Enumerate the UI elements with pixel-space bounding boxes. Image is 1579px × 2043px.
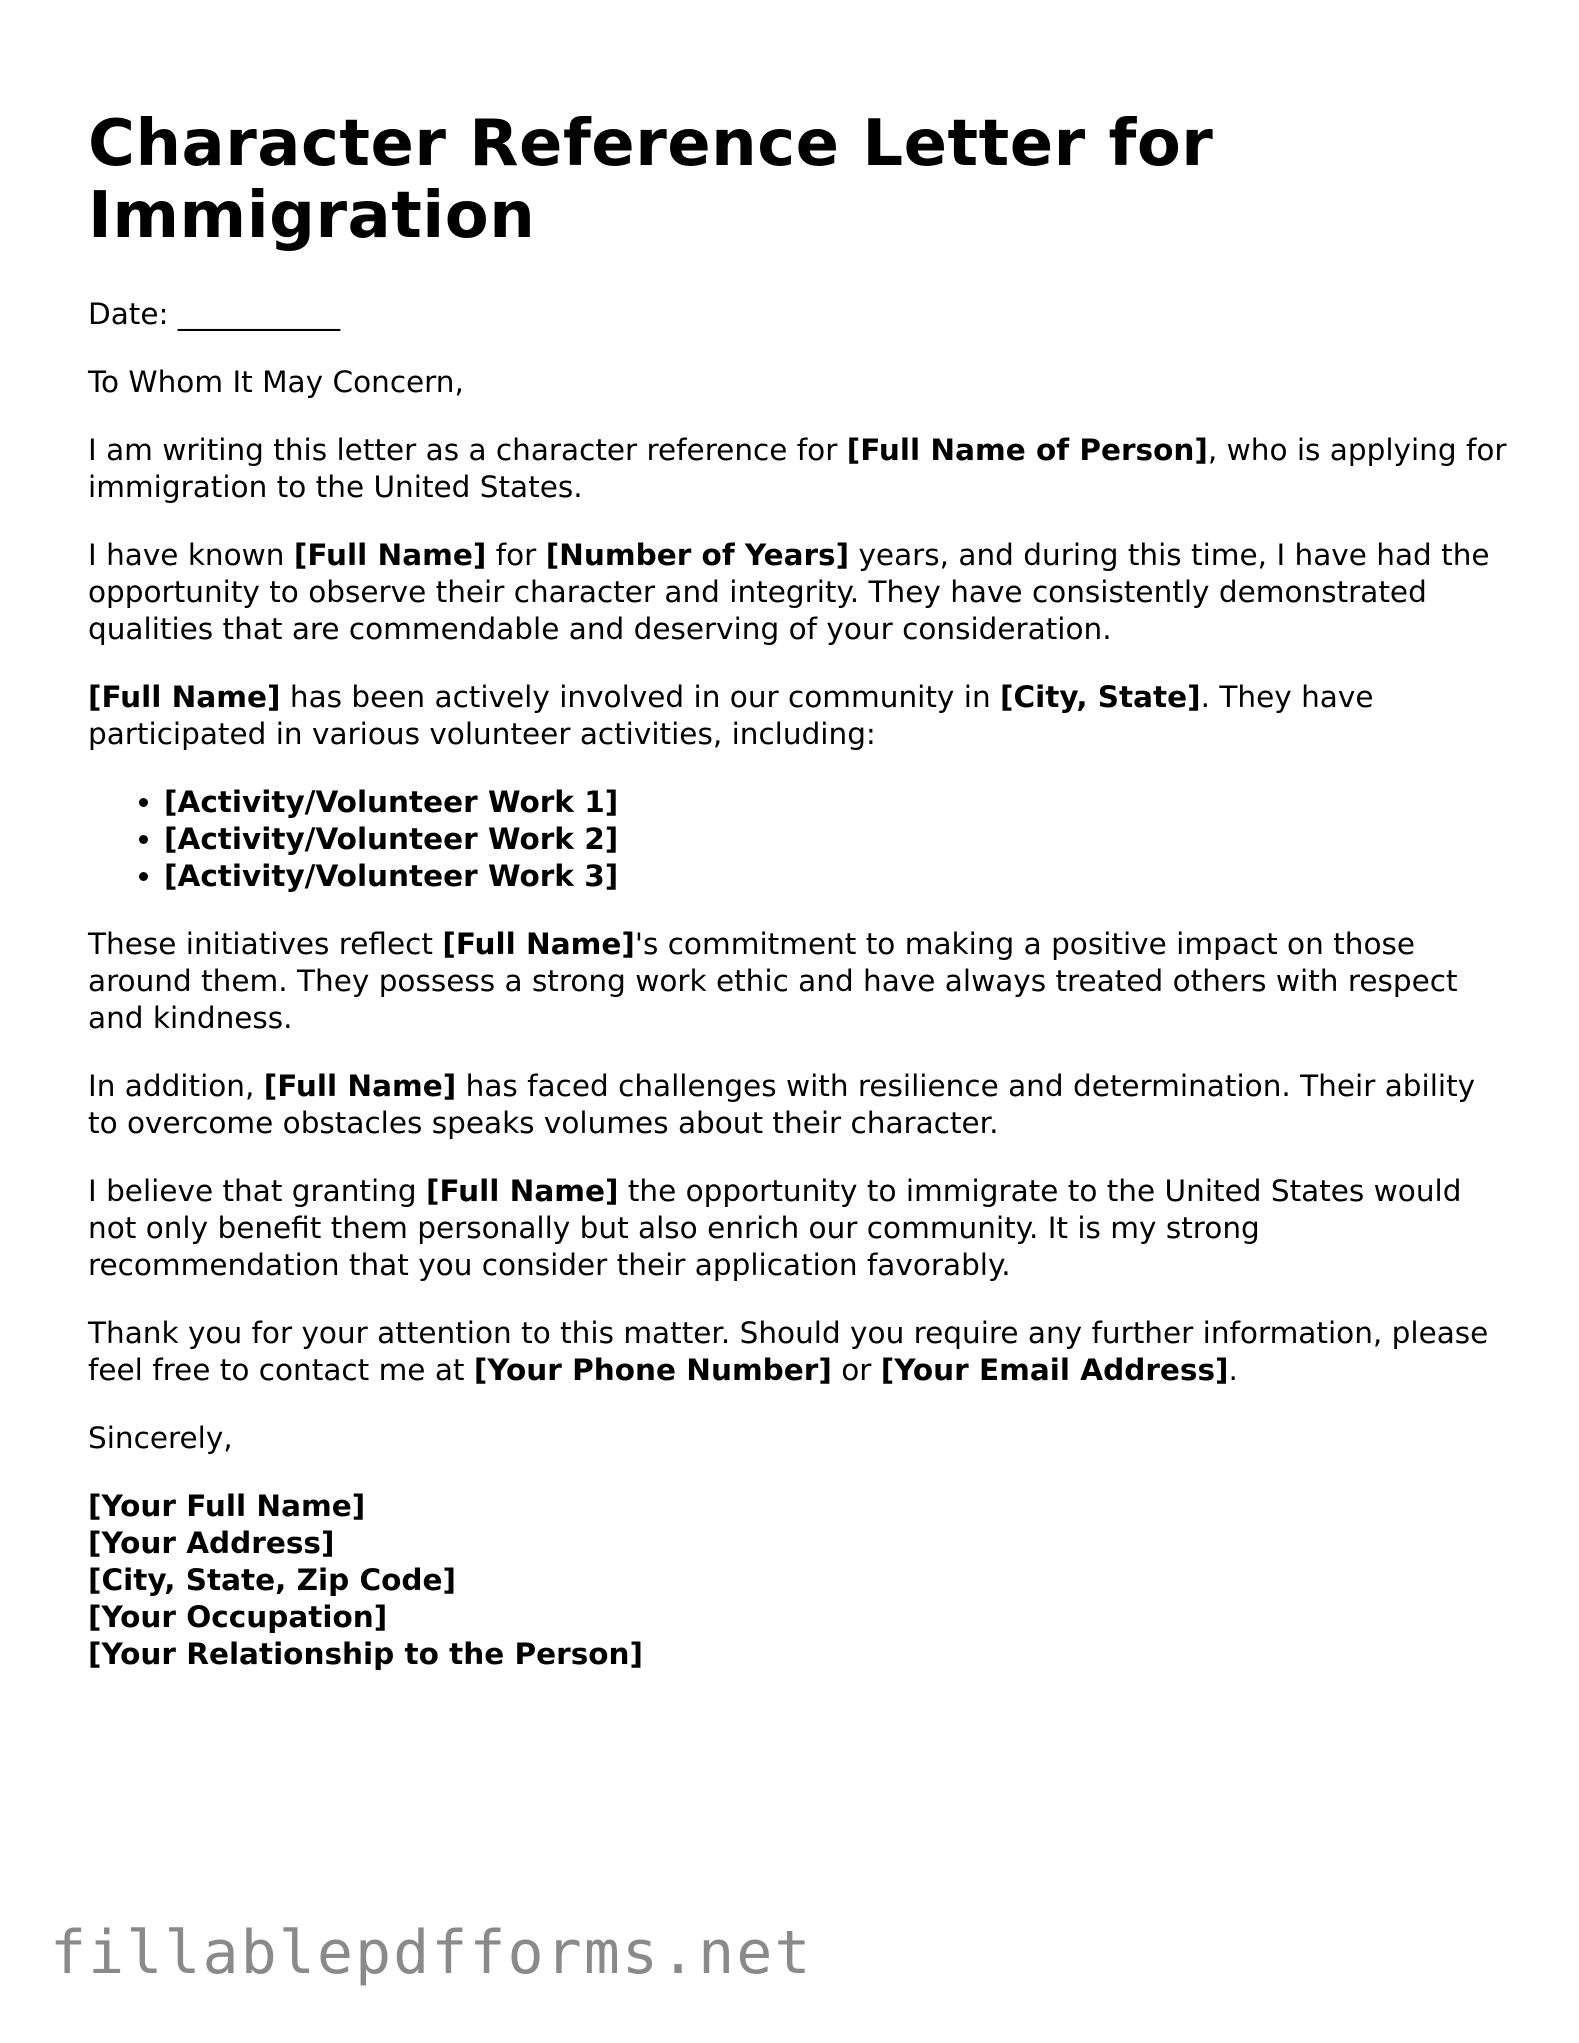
signature-block — [88, 1488, 1508, 1673]
placeholder-full-name: [Full Name] — [425, 1174, 619, 1208]
text: I am writing this letter as a character reference for — [88, 433, 847, 467]
salutation: To Whom It May Concern, — [88, 365, 464, 399]
text: . — [1228, 1353, 1238, 1387]
known-paragraph — [88, 537, 1508, 648]
intro-paragraph — [88, 432, 1508, 506]
text: the opportunity to immigrate to the United States would not only benefit them personally but also enrich our community. It is my strong recommendation that you consider their application favorably. — [88, 1174, 1462, 1282]
placeholder-phone-number: [Your Phone Number] — [473, 1353, 832, 1387]
signature-city: [City, State, Zip Code] — [88, 1563, 457, 1597]
signature-name: [Your Full Name] — [88, 1489, 366, 1523]
activities-list — [88, 784, 1508, 895]
text: I believe that granting — [88, 1174, 426, 1208]
signature-occupation: [Your Occupation] — [88, 1600, 388, 1634]
text: 's commitment to making a positive impact on those around them. They possess a strong work ethic and have always treated others with respect and kindness. — [88, 927, 1458, 1035]
letter-page — [88, 108, 1508, 1673]
text: . They have participated in various volunteer activities, including: — [88, 680, 1374, 751]
text: for — [486, 538, 546, 572]
date-line: Date: ___________ — [88, 297, 341, 331]
placeholder-email-address: [Your Email Address] — [880, 1353, 1229, 1387]
text: has faced challenges with resilience and determination. Their ability to overcome obstacles speaks volumes about their character. — [88, 1069, 1476, 1140]
placeholder-full-name-of-person: [Full Name of Person] — [846, 433, 1208, 467]
placeholder-full-name: [Full Name] — [442, 927, 635, 961]
watermark: fillablepdfforms.net — [50, 1918, 813, 1988]
placeholder-full-name: [Full Name] — [263, 1069, 457, 1103]
signature-relationship: [Your Relationship to the Person] — [88, 1637, 644, 1671]
placeholder-full-name: [Full Name] — [293, 538, 487, 572]
recommendation-paragraph — [88, 1173, 1508, 1284]
placeholder-full-name: [Full Name] — [88, 680, 281, 714]
text: has been actively involved in our community in — [280, 680, 1001, 714]
initiatives-paragraph — [88, 926, 1508, 1037]
closing: Sincerely, — [88, 1421, 233, 1455]
text: or — [831, 1353, 881, 1387]
placeholder-number-of-years: [Number of Years] — [545, 538, 850, 572]
text: I have known — [88, 538, 294, 572]
community-paragraph — [88, 679, 1508, 753]
placeholder-city-state: [City, State] — [1000, 680, 1201, 714]
page-title: Character Reference Letter for Immigration — [88, 107, 1214, 253]
list-item: • [Activity/Volunteer Work 2] — [164, 821, 1508, 858]
list-item: • [Activity/Volunteer Work 1] — [164, 784, 1508, 821]
text: These initiatives reflect — [88, 927, 443, 961]
text: , who is applying for immigration to the United States. — [88, 433, 1507, 504]
list-item: • [Activity/Volunteer Work 3] — [164, 858, 1508, 895]
text: Thank you for your attention to this matter. Should you require any further information, please feel free to contact me at — [88, 1316, 1489, 1387]
text: In addition, — [88, 1069, 264, 1103]
text: years, and during this time, I have had the opportunity to observe their character and integrity. They have consistently demonstrated qualities that are commendable and deserving of your consideration. — [88, 538, 1490, 646]
contact-paragraph — [88, 1315, 1508, 1389]
challenges-paragraph — [88, 1068, 1508, 1142]
signature-address: [Your Address] — [88, 1526, 335, 1560]
